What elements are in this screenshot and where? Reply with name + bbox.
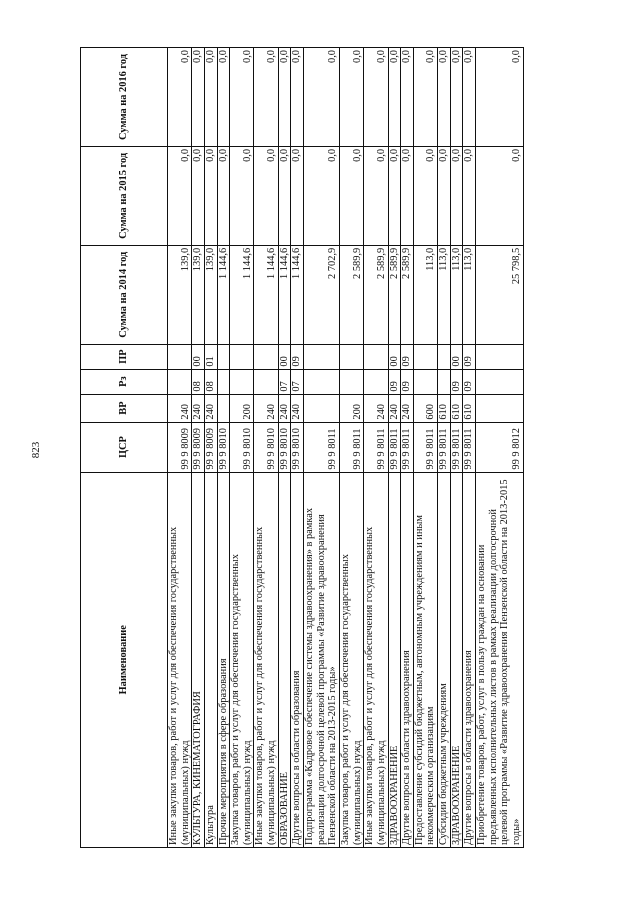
header-csr: ЦСР <box>81 422 168 472</box>
table-row <box>204 48 217 848</box>
cell-2014: 2 589,9 <box>388 245 401 344</box>
table-row <box>217 48 230 848</box>
cell-pr: 01 <box>204 344 217 369</box>
cell-csr: 99 9 8010 <box>254 422 278 472</box>
cell-csr: 99 9 8011 <box>463 422 476 472</box>
cell-2015: 0,0 <box>230 146 254 245</box>
cell-rz: 08 <box>192 369 205 394</box>
cell-rz: 09 <box>463 369 476 394</box>
cell-2016: 0,0 <box>291 48 304 147</box>
cell-2016: 0,0 <box>217 48 230 147</box>
cell-rz: 09 <box>388 369 401 394</box>
cell-2015: 0,0 <box>438 146 451 245</box>
cell-pr <box>438 344 451 369</box>
cell-name: Закупка товаров, работ и услуг для обеспечения государственных (муниципальных) нужд <box>230 472 254 847</box>
header-name: Наименование <box>81 472 168 847</box>
cell-vr: 610 <box>450 394 463 422</box>
table-row <box>304 48 340 848</box>
cell-csr: 99 9 8011 <box>304 422 340 472</box>
cell-vr: 240 <box>168 394 192 422</box>
cell-rz <box>413 369 437 394</box>
cell-pr <box>413 344 437 369</box>
cell-2014: 113,0 <box>438 245 451 344</box>
cell-2016: 0,0 <box>230 48 254 147</box>
cell-name: Субсидии бюджетным учреждениям <box>438 472 451 847</box>
cell-pr <box>304 344 340 369</box>
table-row <box>254 48 278 848</box>
cell-pr: 09 <box>463 344 476 369</box>
cell-name: Приобретение товаров, работ, услуг в пользу граждан на основании предъявленных исполнительных листов в рамках реализации долгосрочной целевой программы «Развитие здравоохранения Пензенской области на 2013-2015 годы» <box>476 472 524 847</box>
cell-2014: 139,0 <box>204 245 217 344</box>
cell-rz: 09 <box>401 369 414 394</box>
cell-2014: 113,0 <box>463 245 476 344</box>
cell-pr: 00 <box>388 344 401 369</box>
cell-vr: 240 <box>278 394 291 422</box>
cell-pr <box>168 344 192 369</box>
cell-2015: 0,0 <box>192 146 205 245</box>
header-rz: Рз <box>81 369 168 394</box>
table-row <box>413 48 437 848</box>
table-row <box>339 48 363 848</box>
cell-vr: 240 <box>204 394 217 422</box>
cell-2016: 0,0 <box>304 48 340 147</box>
cell-name: Закупка товаров, работ и услуг для обеспечения государственных (муниципальных) нужд <box>339 472 363 847</box>
cell-pr <box>254 344 278 369</box>
cell-csr: 99 9 8010 <box>278 422 291 472</box>
cell-2016: 0,0 <box>450 48 463 147</box>
cell-2016: 0,0 <box>401 48 414 147</box>
header-pr: ПР <box>81 344 168 369</box>
cell-name: Иные закупки товаров, работ и услуг для обеспечения государственных (муниципальных) нужд <box>168 472 192 847</box>
cell-name: Другие вопросы в области образования <box>291 472 304 847</box>
cell-2015: 0,0 <box>304 146 340 245</box>
cell-2016: 0,0 <box>364 48 388 147</box>
table-row <box>192 48 205 848</box>
cell-name: ОБРАЗОВАНИЕ <box>278 472 291 847</box>
cell-2016: 0,0 <box>438 48 451 147</box>
cell-vr <box>217 394 230 422</box>
cell-2014: 139,0 <box>192 245 205 344</box>
cell-2014: 113,0 <box>413 245 437 344</box>
cell-2016: 0,0 <box>192 48 205 147</box>
header-2014: Сумма на 2014 год <box>81 245 168 344</box>
cell-vr: 240 <box>388 394 401 422</box>
cell-pr: 09 <box>291 344 304 369</box>
cell-name: Предоставление субсидий бюджетным, автономным учреждениям и иным некоммерческим организациям <box>413 472 437 847</box>
cell-2016: 0,0 <box>339 48 363 147</box>
cell-2015: 0,0 <box>476 146 524 245</box>
cell-vr <box>476 394 524 422</box>
cell-vr: 610 <box>463 394 476 422</box>
cell-csr: 99 9 8009 <box>204 422 217 472</box>
page-number: 823 <box>30 441 42 459</box>
cell-2014: 2 589,9 <box>364 245 388 344</box>
cell-vr: 610 <box>438 394 451 422</box>
cell-rz <box>339 369 363 394</box>
cell-vr: 240 <box>291 394 304 422</box>
cell-name: Другие вопросы в области здравоохранения <box>401 472 414 847</box>
cell-2014: 2 702,9 <box>304 245 340 344</box>
cell-csr: 99 9 8011 <box>364 422 388 472</box>
cell-2014: 25 798,5 <box>476 245 524 344</box>
cell-csr: 99 9 8009 <box>168 422 192 472</box>
cell-2014: 1 144,6 <box>278 245 291 344</box>
cell-2015: 0,0 <box>278 146 291 245</box>
cell-csr: 99 9 8010 <box>291 422 304 472</box>
cell-2015: 0,0 <box>217 146 230 245</box>
cell-2015: 0,0 <box>413 146 437 245</box>
cell-csr: 99 9 8010 <box>230 422 254 472</box>
cell-2015: 0,0 <box>339 146 363 245</box>
cell-vr: 600 <box>413 394 437 422</box>
cell-name: Другие вопросы в области здравоохранения <box>463 472 476 847</box>
cell-csr: 99 9 8012 <box>476 422 524 472</box>
table-row <box>168 48 192 848</box>
cell-name: Подпрограмма «Кадровое обеспечение системы здравоохранения» в рамках реализации долгосрочной целевой программы «Развитие здравоохранения Пензенской области на 2013-2015 годы» <box>304 472 340 847</box>
cell-2015: 0,0 <box>254 146 278 245</box>
cell-2014: 1 144,6 <box>217 245 230 344</box>
cell-2015: 0,0 <box>388 146 401 245</box>
table-header-row <box>81 48 168 848</box>
cell-name: Культура <box>204 472 217 847</box>
cell-csr: 99 9 8011 <box>450 422 463 472</box>
cell-2014: 113,0 <box>450 245 463 344</box>
cell-2016: 0,0 <box>476 48 524 147</box>
cell-name: ЗДРАВООХРАНЕНИЕ <box>388 472 401 847</box>
cell-2015: 0,0 <box>401 146 414 245</box>
header-vr: ВР <box>81 394 168 422</box>
cell-2015: 0,0 <box>204 146 217 245</box>
cell-rz <box>364 369 388 394</box>
cell-vr: 240 <box>254 394 278 422</box>
rotated-table-container <box>80 47 572 848</box>
table-row <box>230 48 254 848</box>
cell-2015: 0,0 <box>450 146 463 245</box>
cell-2014: 1 144,6 <box>254 245 278 344</box>
cell-pr: 00 <box>450 344 463 369</box>
cell-csr: 99 9 8009 <box>192 422 205 472</box>
table-row <box>278 48 291 848</box>
cell-name: КУЛЬТУРА, КИНЕМАТОГРАФИЯ <box>192 472 205 847</box>
cell-2015: 0,0 <box>463 146 476 245</box>
cell-2015: 0,0 <box>291 146 304 245</box>
cell-2014: 1 144,6 <box>291 245 304 344</box>
cell-pr <box>476 344 524 369</box>
cell-rz: 08 <box>204 369 217 394</box>
cell-name: Иные закупки товаров, работ и услуг для обеспечения государственных (муниципальных) нужд <box>254 472 278 847</box>
cell-rz <box>304 369 340 394</box>
cell-rz: 07 <box>278 369 291 394</box>
table-row <box>401 48 414 848</box>
cell-name: Прочие мероприятия в сфере образования <box>217 472 230 847</box>
cell-2016: 0,0 <box>204 48 217 147</box>
cell-csr: 99 9 8011 <box>388 422 401 472</box>
table-row <box>476 48 524 848</box>
cell-2016: 0,0 <box>463 48 476 147</box>
cell-pr <box>364 344 388 369</box>
header-2016: Сумма на 2016 год <box>81 48 168 147</box>
cell-rz <box>476 369 524 394</box>
table-row <box>438 48 451 848</box>
table-body <box>168 48 524 848</box>
cell-pr: 00 <box>192 344 205 369</box>
cell-csr: 99 9 8011 <box>438 422 451 472</box>
cell-rz: 09 <box>450 369 463 394</box>
cell-2016: 0,0 <box>254 48 278 147</box>
header-2015: Сумма на 2015 год <box>81 146 168 245</box>
cell-2014: 2 589,9 <box>339 245 363 344</box>
cell-rz <box>168 369 192 394</box>
cell-pr: 09 <box>401 344 414 369</box>
table-row <box>450 48 463 848</box>
cell-rz <box>217 369 230 394</box>
cell-2014: 139,0 <box>168 245 192 344</box>
cell-2014: 2 589,9 <box>401 245 414 344</box>
cell-vr: 240 <box>192 394 205 422</box>
table-row <box>463 48 476 848</box>
cell-pr <box>217 344 230 369</box>
cell-rz <box>230 369 254 394</box>
cell-csr: 99 9 8011 <box>339 422 363 472</box>
cell-pr <box>230 344 254 369</box>
cell-vr: 200 <box>339 394 363 422</box>
cell-2016: 0,0 <box>413 48 437 147</box>
cell-vr: 200 <box>230 394 254 422</box>
cell-name: ЗДРАВООХРАНЕНИЕ <box>450 472 463 847</box>
cell-csr: 99 9 8010 <box>217 422 230 472</box>
cell-name: Иные закупки товаров, работ и услуг для обеспечения государственных (муниципальных) нужд <box>364 472 388 847</box>
cell-pr <box>339 344 363 369</box>
table-row <box>388 48 401 848</box>
cell-2016: 0,0 <box>278 48 291 147</box>
budget-table <box>80 47 524 848</box>
cell-pr: 00 <box>278 344 291 369</box>
table-row <box>291 48 304 848</box>
cell-vr <box>304 394 340 422</box>
cell-rz <box>254 369 278 394</box>
cell-rz <box>438 369 451 394</box>
cell-2015: 0,0 <box>168 146 192 245</box>
cell-vr: 240 <box>401 394 414 422</box>
cell-csr: 99 9 8011 <box>401 422 414 472</box>
cell-2015: 0,0 <box>364 146 388 245</box>
cell-rz: 07 <box>291 369 304 394</box>
table-row <box>364 48 388 848</box>
cell-2014: 1 144,6 <box>230 245 254 344</box>
cell-csr: 99 9 8011 <box>413 422 437 472</box>
cell-2016: 0,0 <box>168 48 192 147</box>
cell-vr: 240 <box>364 394 388 422</box>
cell-2016: 0,0 <box>388 48 401 147</box>
